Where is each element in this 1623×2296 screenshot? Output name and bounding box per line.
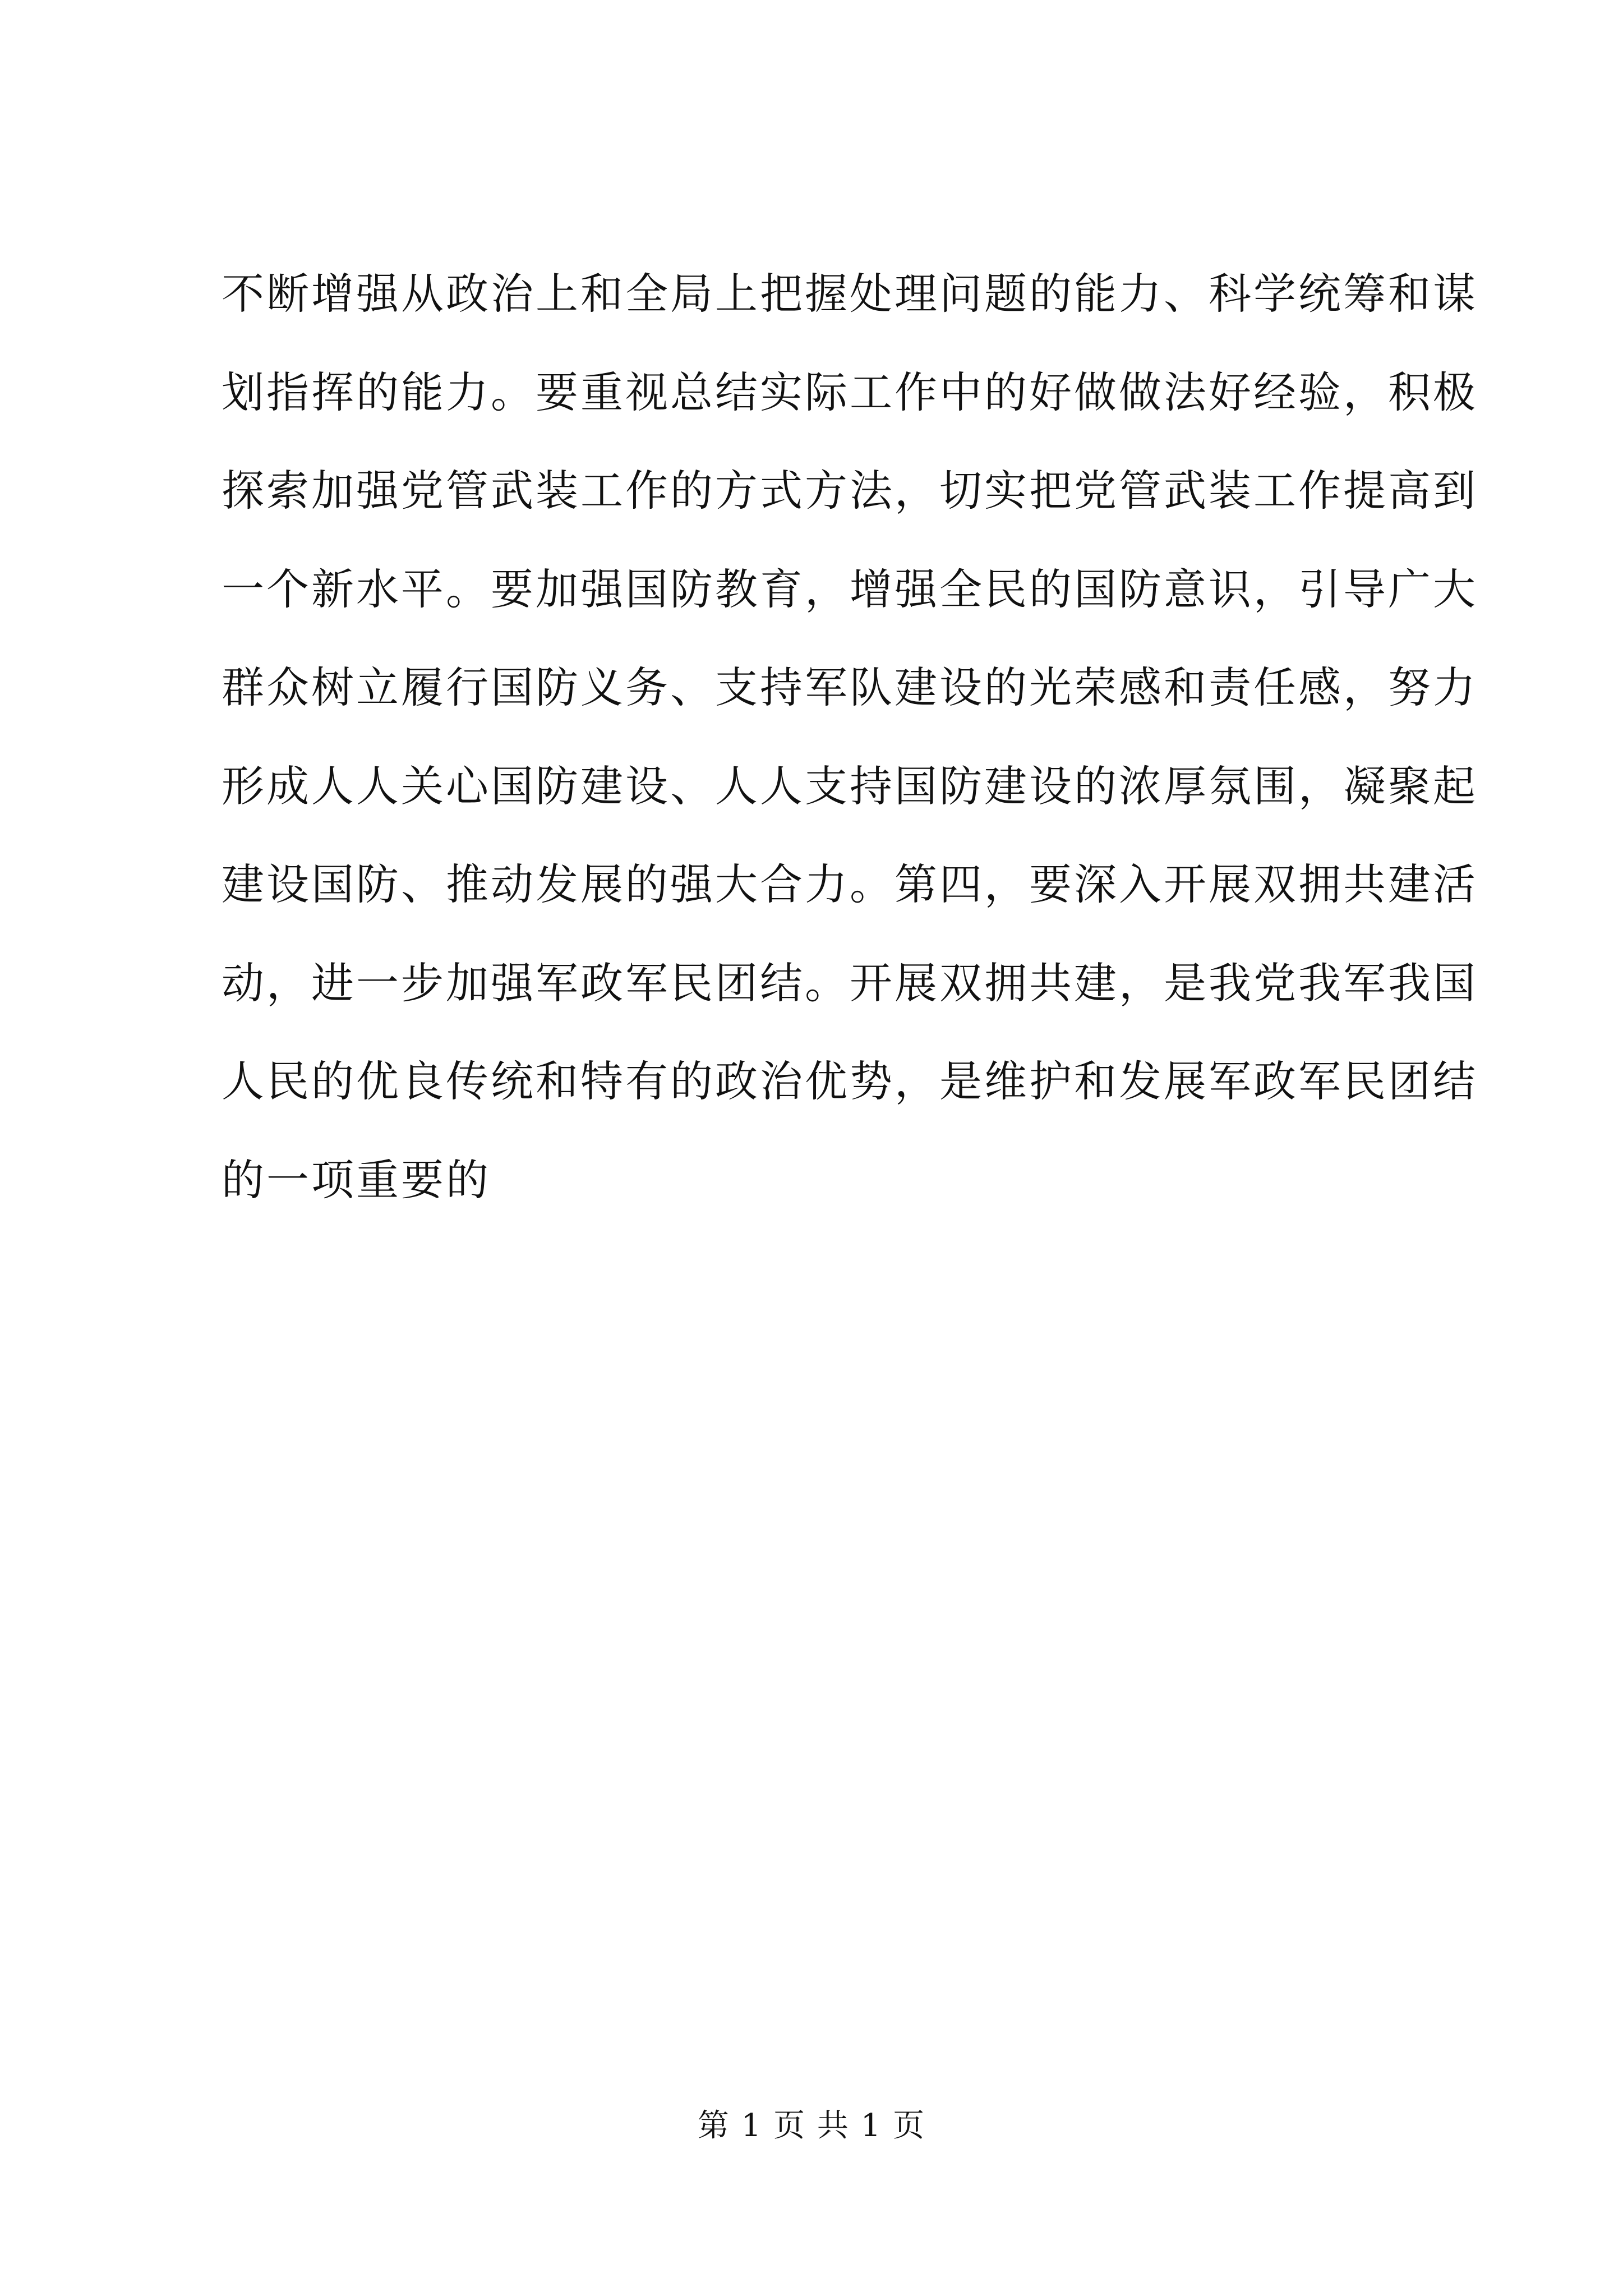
body-text (222, 269, 1478, 1254)
text-line: 人民的优良传统和特有的政治优势，是维护和发展军政军民团结 (222, 1056, 1478, 1106)
text-line: 动，进一步加强军政军民团结。开展双拥共建，是我党我军我国 (222, 958, 1478, 1008)
text-line: 群众树立履行国防义务、支持军队建设的光荣感和责任感，努力 (222, 662, 1478, 712)
text-line: 的一项重要的 (222, 1154, 491, 1205)
text-line: 不断增强从政治上和全局上把握处理问题的能力、科学统筹和谋 (222, 269, 1478, 319)
text-line: 一个新水平。要加强国防教育，增强全民的国防意识，引导广大 (222, 564, 1478, 614)
text-line: 探索加强党管武装工作的方式方法，切实把党管武装工作提高到 (222, 466, 1478, 516)
page-footer (0, 2106, 1623, 2146)
page-indicator: 第 1 页 共 1 页 (697, 2108, 926, 2144)
text-line: 建设国防、推动发展的强大合力。第四，要深入开展双拥共建活 (222, 859, 1478, 909)
text-line: 划指挥的能力。要重视总结实际工作中的好做做法好经验，积极 (222, 367, 1478, 417)
text-line: 形成人人关心国防建设、人人支持国防建设的浓厚氛围，凝聚起 (222, 761, 1478, 811)
